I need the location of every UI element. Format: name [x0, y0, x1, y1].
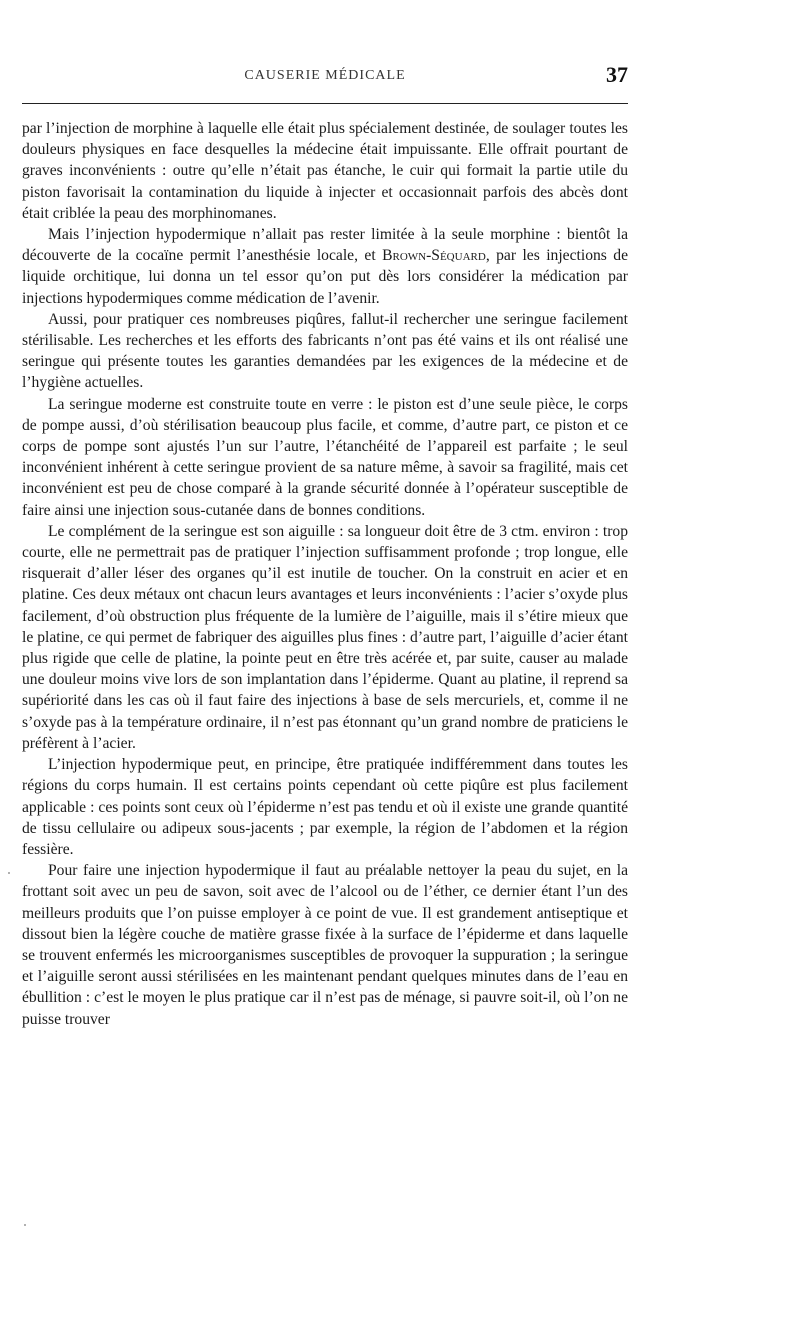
scan-speck	[8, 872, 10, 874]
header-rule	[22, 103, 628, 104]
paragraph-2-text-before: Mais l’injection hypodermique n’allait pas rester limitée à la seule morphine : bientôt la découverte de la cocaïne permit l’anesthésie locale, et	[22, 226, 628, 265]
paragraph-6: L’injection hypodermique peut, en principe, être pratiquée indifféremment dans toutes les régions du corps humain. Il est certains points cependant où cette piqûre est plus facilement applicable : ces points sont ceux où l’épiderme n’est pas tendu et où il existe une grande quantité de tissu cellulaire ou adipeux sous-jacents ; par exemple, la région de l’abdomen et la région fessière.	[22, 756, 628, 858]
author-name-small-caps: Brown-Séquard	[382, 247, 486, 265]
paragraph-3: Aussi, pour pratiquer ces nombreuses piqûres, fallut-il rechercher une seringue facilement stérilisable. Les recherches et les efforts des fabricants n’ont pas été vains et ils ont réalisé une seringue qui présente toutes les garanties demandées par les exigences de la médecine et de l’hygiène actuelles.	[22, 310, 628, 392]
page-header	[22, 62, 628, 96]
scan-speck	[24, 1224, 26, 1226]
paragraph-7: Pour faire une injection hypodermique il faut au préalable nettoyer la peau du sujet, en la frottant soit avec un peu de savon, soit avec de l’alcool ou de l’éther, ce dernier étant l’un des meilleurs produits que l’on puisse employer à ce point de vue. Il est grandement antiseptique et dissout bien la légère couche de matière grasse fixée à la surface de l’épiderme et dans laquelle se trouvent enfermés les microorganismes susceptibles de provoquer la suppuration ; la seringue et l’aiguille seront aussi stérilisées en les maintenant pendant quelques minutes dans de l’eau en ébullition : c’est le moyen le plus pratique car il n’est pas de ménage, si pauvre soit-il, où l’on ne puisse trouver	[22, 862, 628, 1028]
paragraph-2	[22, 224, 628, 309]
running-head: CAUSERIE MÉDICALE	[244, 68, 406, 83]
body-text	[22, 118, 628, 1030]
paragraph-2-text-after: , par les injections de liquide orchitique, lui donna un tel essor qu’on put dès lors considérer la médication par injections hypodermiques comme médication de l’avenir.	[22, 247, 629, 307]
paragraph-5: Le complément de la seringue est son aiguille : sa longueur doit être de 3 ctm. environ : trop courte, elle ne permettrait pas de pratiquer l’injection suffisamment profonde ; trop longue, elle risquerait d’aller léser des organes qu’il est inutile de toucher. On la construit en acier et en platine. Ces deux métaux ont chacun leurs avantages et leurs inconvénients : l’acier s’oxyde plus facilement, d’où obstruction plus fréquente de la lumière de l’aiguille, mais il s’étire mieux que le platine, ce qui permet de fabriquer des aiguilles plus fines : d’autre part, l’aiguille d’acier étant plus rigide que celle de platine, la pointe peut en être très acérée et, par suite, causer au malade une douleur moins vive lors de son implantation dans l’épiderme. Quant au platine, il reprend sa supériorité dans les cas où il faut faire des injections à base de sels mercuriels, et, comme il ne s’oxyde pas à la température ordinaire, il n’est pas étonnant qu’un grand nombre de praticiens le préfèrent à l’acier.	[22, 522, 628, 752]
paragraph-4: La seringue moderne est construite toute en verre : le piston est d’une seule pièce, le corps de pompe aussi, d’où stérilisation beaucoup plus facile, et comme, d’autre part, ce piston et ce corps de pompe sont ajustés l’un sur l’autre, l’étanchéité de l’appareil est parfaite ; le seul inconvénient inhérent à cette seringue provient de sa nature même, à savoir sa fragilité, mais cet inconvénient est peu de chose comparé à la grande sécurité donnée à l’opérateur susceptible de faire ainsi une injection sous-cutanée dans de bonnes conditions.	[22, 395, 628, 519]
page-number: 37	[606, 62, 628, 87]
paragraph-1: par l’injection de morphine à laquelle elle était plus spécialement destinée, de soulager toutes les douleurs physiques en face desquelles la médecine était impuissante. Elle offrait pourtant de graves inconvénients : outre qu’elle n’était pas étanche, le cuir qui formait la partie utile du piston favorisait la contamination du liquide à injecter et occasionnait parfois des abcès dont était criblée la peau des morphinomanes.	[22, 120, 628, 222]
